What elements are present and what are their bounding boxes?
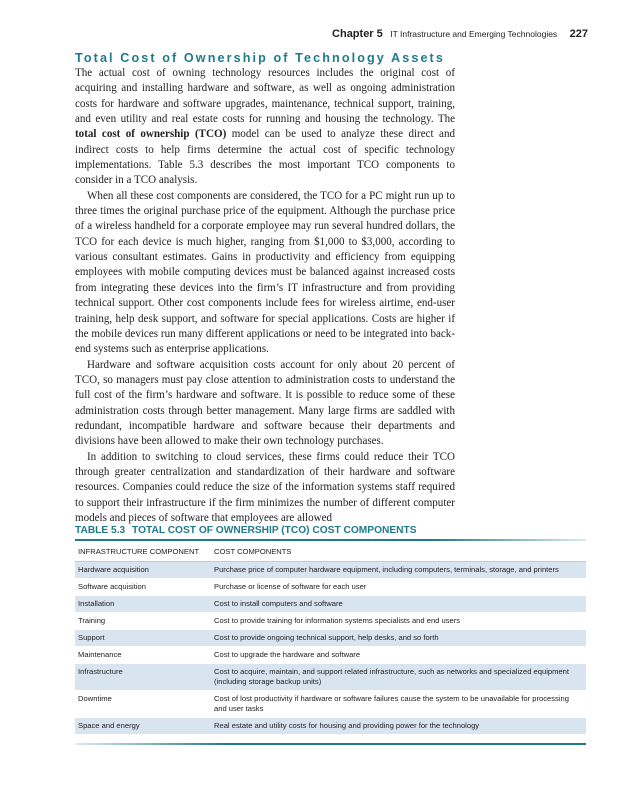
running-head bbox=[0, 24, 588, 42]
table-header-row bbox=[75, 543, 586, 562]
paragraph-1-text-a: The actual cost of owning technology resources includes the original cost of acquiring and installing hardware and software, as well as ongoing administration costs for hardware and software upgrades, maintenance, technical support, training, and even utility and real estate costs for running and housing the technology. The bbox=[75, 67, 455, 126]
table-row bbox=[75, 562, 586, 579]
row-cost: Cost to acquire, maintain, and support related infrastructure, such as networks and specialized equipment (including storage backup units) bbox=[214, 667, 569, 686]
table-row bbox=[75, 579, 586, 596]
row-cost: Cost of lost productivity if hardware or software failures cause the system to be unavailable for processing and user tasks bbox=[214, 694, 569, 713]
row-cost: Cost to provide training for information systems specialists and end users bbox=[214, 616, 461, 625]
row-cost: Cost to provide ongoing technical support, help desks, and so forth bbox=[214, 633, 439, 642]
column-header-component: INFRASTRUCTURE COMPONENT bbox=[78, 547, 200, 556]
page-number: 227 bbox=[569, 28, 588, 40]
table-top-rule bbox=[75, 539, 586, 541]
row-component: Installation bbox=[78, 599, 115, 608]
table-row bbox=[75, 664, 586, 691]
table-title bbox=[75, 525, 417, 536]
row-component: Training bbox=[78, 616, 106, 625]
row-component: Support bbox=[78, 633, 105, 642]
body-text bbox=[75, 66, 455, 526]
tco-table bbox=[75, 543, 586, 735]
table-row bbox=[75, 691, 586, 718]
paragraph-4: In addition to switching to cloud services, these firms could reduce their TCO through greater centralization and standardization of their hardware and software resources. Companies could reduce the size of the information systems staff required to support their infrastructure if the firm minimizes the number of different computer models and pieces of software that employees are allowed bbox=[75, 450, 455, 524]
table-bottom-rule bbox=[75, 743, 586, 745]
paragraph-3: Hardware and software acquisition costs account for only about 20 percent of TCO, so managers must pay close attention to administration costs to understand the full cost of the firm’s hardware and software. It is possible to reduce some of these administration costs through better management. Many large firms are saddled with redundant, incompatible hardware and software because their departments and divisions have been allowed to make their own technology purchases. bbox=[75, 358, 455, 448]
table-number: TABLE 5.3 bbox=[75, 525, 126, 536]
row-component: Space and energy bbox=[78, 721, 140, 730]
table-row bbox=[75, 596, 586, 613]
paragraph-1-text-b: model can be used to analyze these direct and indirect costs to help firms determine the actual cost of specific technology implementations. Table 5.3 describes the most important TCO components to consider in a TCO analysis. bbox=[75, 128, 455, 187]
chapter-title: IT Infrastructure and Emerging Technologies bbox=[390, 29, 558, 39]
table-caption: TOTAL COST OF OWNERSHIP (TCO) COST COMPONENTS bbox=[132, 525, 417, 536]
row-cost: Cost to install computers and software bbox=[214, 599, 343, 608]
term-tco: total cost of ownership (TCO) bbox=[75, 128, 227, 141]
row-component: Software acquisition bbox=[78, 582, 146, 591]
paragraph-2: When all these cost components are considered, the TCO for a PC might run up to three times the original purchase price of the equipment. Although the purchase price of a wireless handheld for a corporate employee may run several hundred dollars, the TCO for each device is much higher, ranging from $1,000 to $3,000, according to various consultant estimates. Gains in productivity and efficiency from equipping employees with mobile computing devices must be balanced against increased costs from integrating these devices into the firm’s IT infrastructure and from providing technical support. Other cost components include fees for wireless airtime, end-user training, help desk support, and software for special applications. Costs are higher if the mobile devices run many different applications or need to be integrated into back-end systems such as enterprise applications. bbox=[75, 189, 455, 356]
row-component: Hardware acquisition bbox=[78, 565, 149, 574]
paragraph-1 bbox=[75, 66, 455, 189]
row-cost: Cost to upgrade the hardware and software bbox=[214, 650, 361, 659]
chapter-label: Chapter 5 bbox=[332, 28, 383, 40]
row-component: Maintenance bbox=[78, 650, 122, 659]
row-component: Infrastructure bbox=[78, 667, 123, 676]
column-header-cost: COST COMPONENTS bbox=[214, 547, 292, 556]
row-cost: Purchase or license of software for each user bbox=[214, 582, 367, 591]
table-row bbox=[75, 613, 586, 630]
row-component: Downtime bbox=[78, 694, 112, 703]
table-row bbox=[75, 630, 586, 647]
row-cost: Purchase price of computer hardware equipment, including computers, terminals, storage, and printers bbox=[214, 565, 559, 574]
row-cost: Real estate and utility costs for housing and providing power for the technology bbox=[214, 721, 480, 730]
table-row bbox=[75, 647, 586, 664]
table-row bbox=[75, 718, 586, 735]
section-title: Total Cost of Ownership of Technology Assets bbox=[75, 51, 445, 65]
